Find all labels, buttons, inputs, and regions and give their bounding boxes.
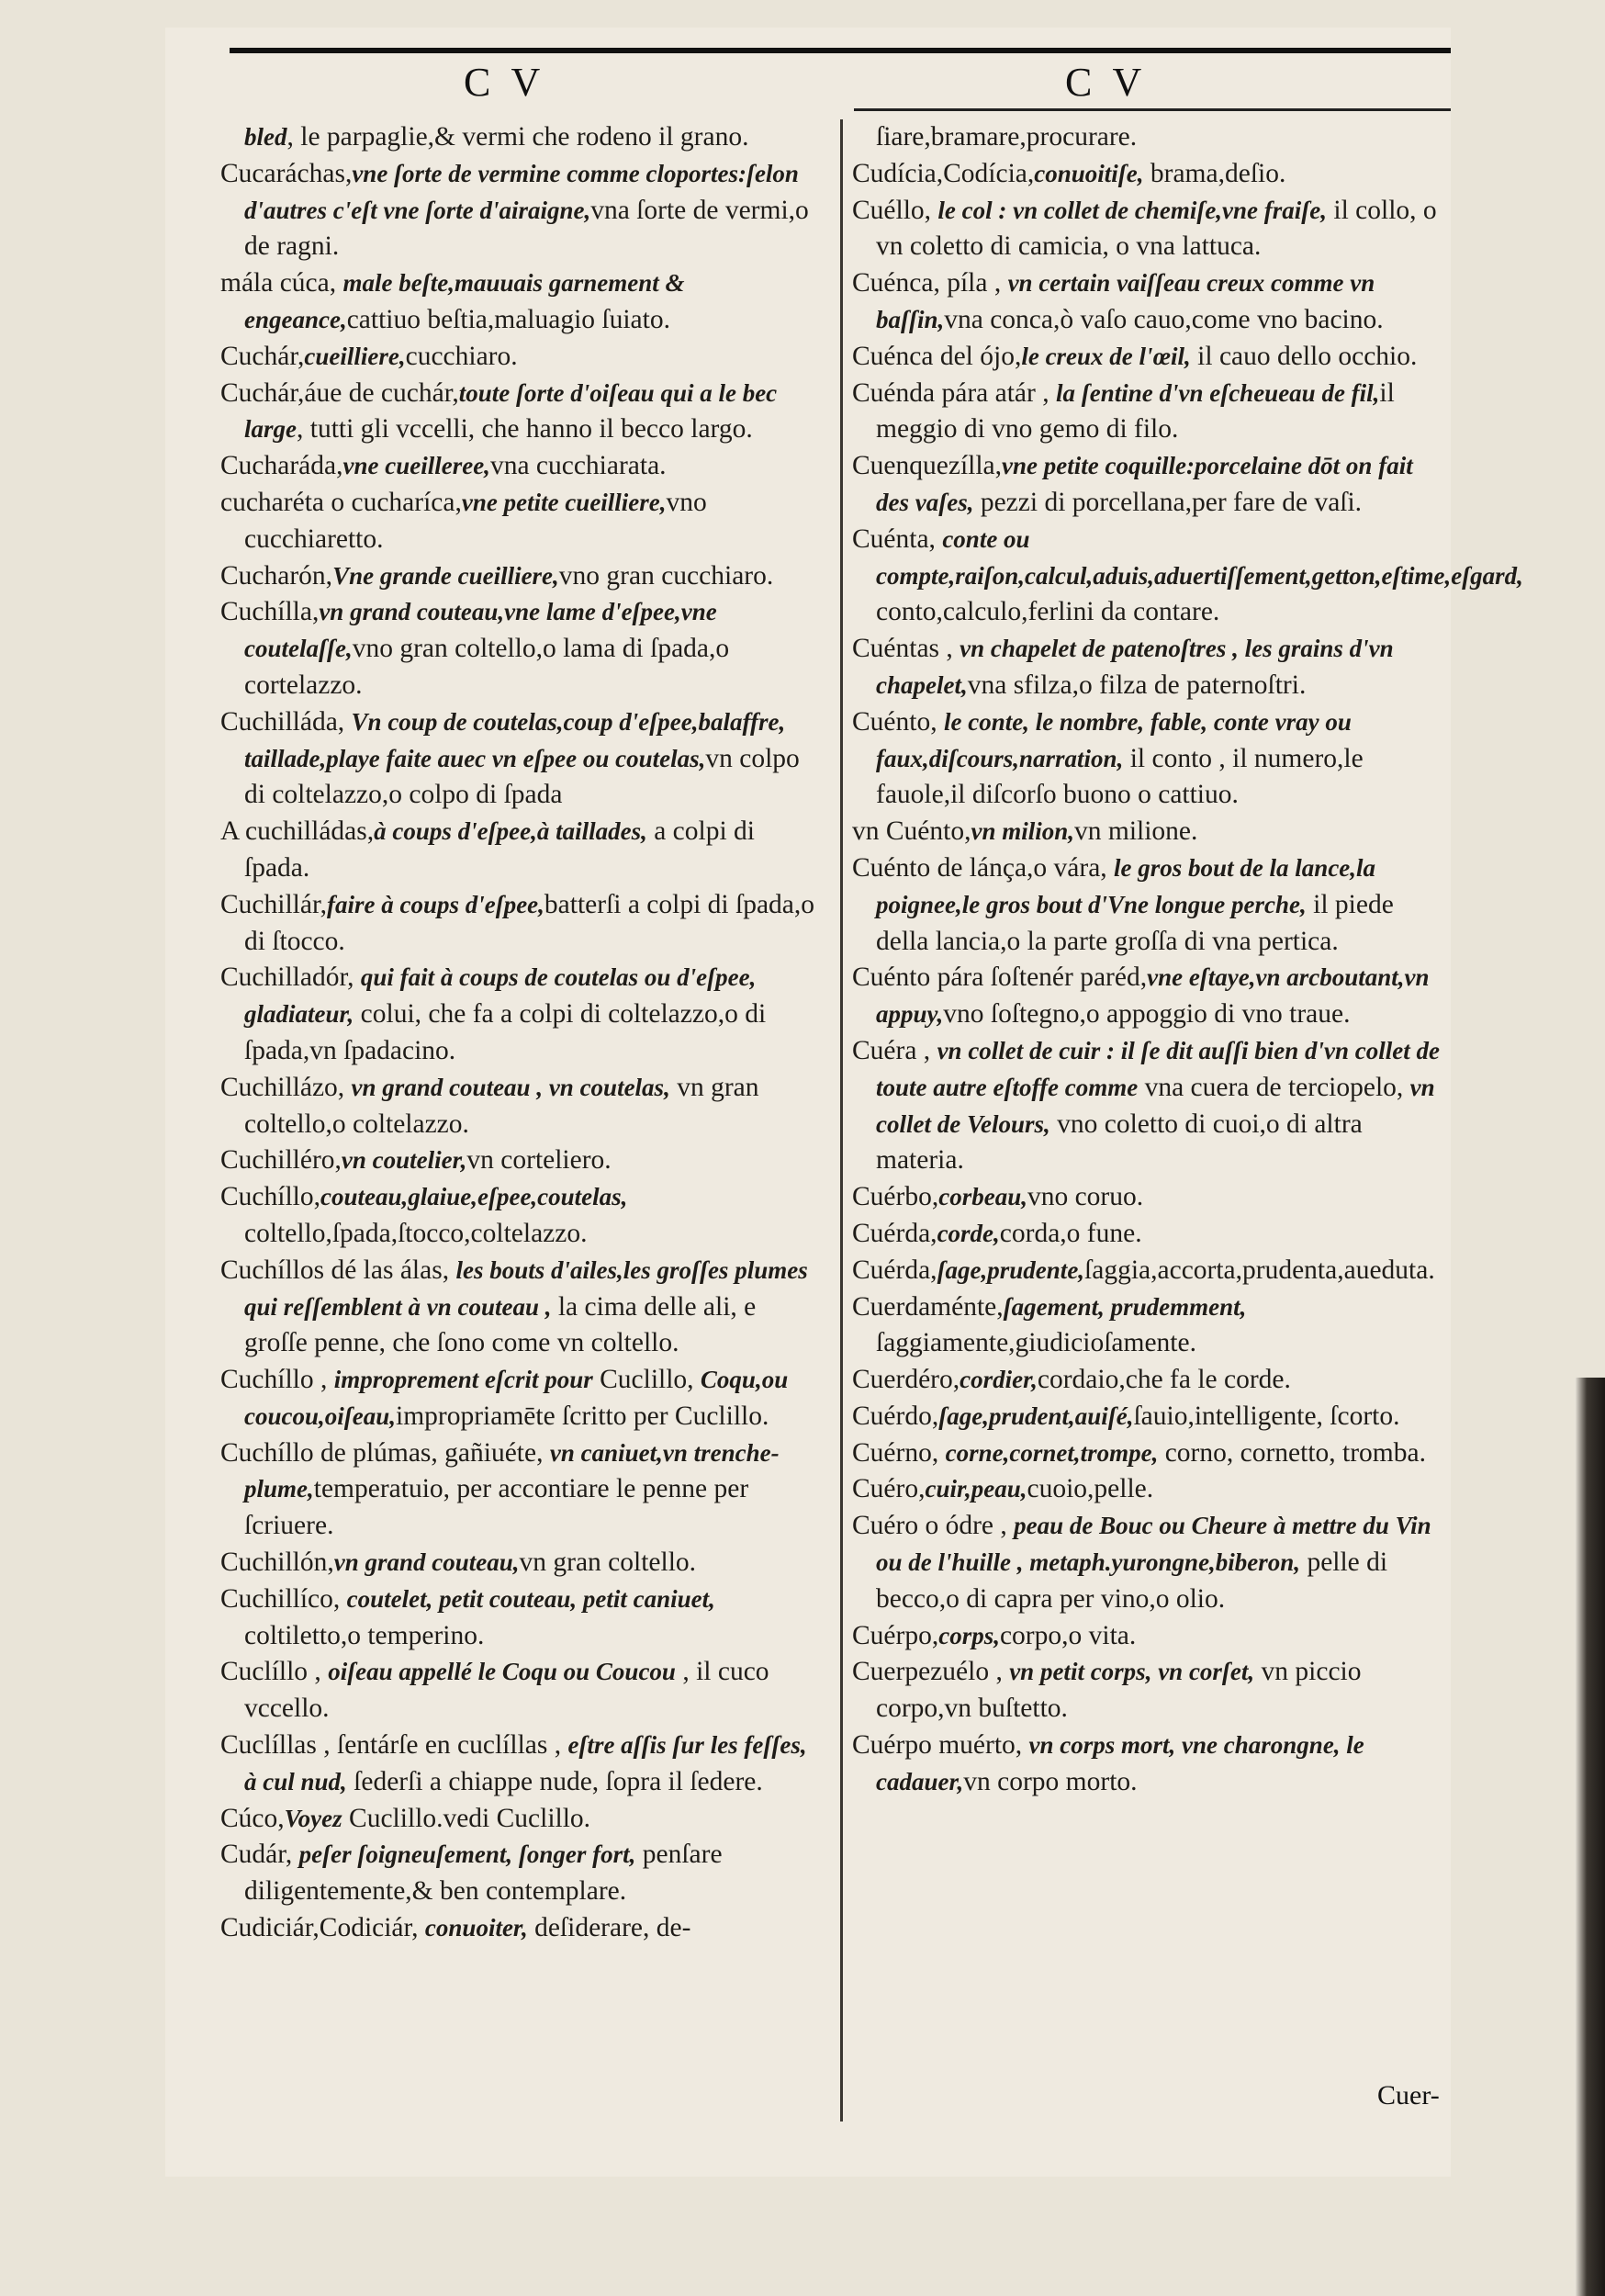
french-gloss: faire à coups d'eſpee, (326, 890, 544, 918)
entry-text: vna cuera de terciopelo, (1138, 1072, 1410, 1102)
entry-text: coltello,ſpada,ſtocco,coltelazzo. (244, 1218, 588, 1248)
dictionary-entry (220, 1362, 817, 1435)
dictionary-entry (852, 1435, 1449, 1472)
dictionary-entry (852, 193, 1449, 266)
entry-text: corpo,o vita. (999, 1620, 1137, 1650)
dictionary-entry (852, 1216, 1449, 1253)
dictionary-entry (852, 448, 1449, 522)
entry-text: Cuerpezuélo , (852, 1657, 1010, 1687)
dictionary-entry (852, 704, 1449, 814)
entry-text: vna sfilza,o filza de paternoſtri. (967, 670, 1307, 700)
french-gloss: vn coutelier, (341, 1146, 467, 1175)
dictionary-entry (220, 265, 817, 339)
entry-text: Cuérda, (852, 1255, 937, 1285)
french-gloss: vn grand couteau,vne lame d'eſpee,vne coutelaſſe, (244, 598, 717, 663)
header-rule (230, 48, 1451, 53)
entry-text: Cuenquezílla, (852, 451, 1003, 481)
entry-text: ſauio,intelligente, ſcorto. (1133, 1401, 1400, 1431)
entry-text: ſederſi a chiappe nude, ſopra il ſedere. (346, 1766, 763, 1796)
entry-text: vn colpo di coltelazzo,o colpo di ſpada (244, 743, 800, 810)
entry-text: Cuchillázo, (220, 1072, 352, 1102)
entry-text: Cuerdéro, (852, 1365, 960, 1395)
french-gloss: conuoiter, (424, 1914, 528, 1942)
dictionary-entry (220, 119, 817, 156)
entry-text: ſaggiamente,giudicioſamente. (876, 1328, 1196, 1358)
dictionary-entry (220, 1654, 817, 1728)
entry-text: vn milione. (1074, 816, 1198, 847)
dictionary-entry (220, 1070, 817, 1143)
entry-text: il cauo dello occhio. (1190, 341, 1418, 371)
french-gloss: vn certain vaiſſeau creux comme vn baſſin, (876, 269, 1375, 333)
entry-text: ſiare,bramare,procurare. (876, 122, 1138, 152)
french-gloss: coutelet, petit couteau, petit caniuet, (346, 1584, 715, 1613)
entry-text: pelle di becco,o di capra per vino,o olio. (876, 1548, 1388, 1614)
french-gloss: ſagement, prudemment, (1003, 1292, 1247, 1321)
french-gloss: vn collet de cuir : il ſe dit auſſi bien d'vn collet de toute autre eſtoffe comme (876, 1036, 1440, 1101)
french-gloss: vne ſorte de vermine comme cloportes:ſelon d'autres c'eſt vne ſorte d'airaigne, (244, 159, 799, 224)
dictionary-entry (220, 960, 817, 1069)
french-gloss: vn collet de Velours, (876, 1073, 1435, 1138)
french-gloss: vn corps mort, vne charongne, le cadauer, (876, 1731, 1364, 1795)
dictionary-entry (220, 594, 817, 703)
entry-text: la cima delle ali, e groſſe penne, che ſono come vn coltello. (244, 1291, 757, 1358)
entry-text: Cuénto pára ſoſtenér paréd, (852, 962, 1148, 993)
french-gloss: les bouts d'ailes,les groſſes plumes qui reſſemblent à vn couteau , (244, 1255, 808, 1321)
french-gloss: couteau,glaiue,eſpee,coutelas, (320, 1183, 628, 1211)
entry-text: Cuérpo, (852, 1620, 939, 1650)
dictionary-entry (220, 814, 817, 887)
entry-text: vna ſorte de vermi,o de ragni. (244, 195, 809, 262)
dictionary-entry (852, 1362, 1449, 1399)
entry-text: vno coletto di cuoi,o di altra materia. (876, 1109, 1363, 1176)
dictionary-entry (852, 814, 1449, 850)
dictionary-entry (852, 631, 1449, 704)
entry-text: mála cúca, (220, 268, 343, 298)
entry-text: Cuénto, (852, 706, 944, 737)
entry-text: , tutti gli vccelli, che hanno il becco largo. (297, 414, 753, 445)
dictionary-entry (220, 1545, 817, 1581)
entry-text: Cuérda, (852, 1218, 937, 1248)
dictionary-entry (220, 1581, 817, 1655)
french-gloss: male beſte,mauuais garnement & engeance, (244, 269, 685, 333)
entry-text: Cuénda pára atár , (852, 377, 1056, 408)
french-gloss: corbeau, (938, 1183, 1027, 1211)
entry-text: vn corteliero. (466, 1145, 612, 1176)
french-gloss: conte ou compte,raiſon,calcul,aduis,aduertiſſement,getton,eſtime,eſgard, (876, 524, 1523, 590)
page-edge-shadow (1575, 1378, 1605, 2296)
french-gloss: vn grand couteau, (333, 1548, 520, 1577)
french-gloss: vne eſtaye,vn arcboutant,vn appuy, (876, 963, 1430, 1029)
french-gloss: qui fait à coups de coutelas ou d'eſpee, gladiateur, (244, 963, 757, 1029)
french-gloss: le gros bout de la lance,la poignee,le gros bout d'Vne longue perche, (876, 853, 1376, 918)
entry-text: il piede della lancia,o la parte groſſa di vna pertica. (876, 889, 1394, 956)
french-gloss: vn caniuet,vn trenche-plume, (244, 1438, 780, 1503)
entry-text: Cuérbo, (852, 1182, 939, 1212)
dictionary-entry (852, 1618, 1449, 1655)
entry-text: vn gran coltello,o coltelazzo. (244, 1072, 759, 1139)
entry-text: cordaio,che fa le corde. (1037, 1365, 1291, 1395)
entry-text: Cuclíllas , ſentárſe en cuclíllas , (220, 1730, 568, 1761)
dictionary-entry (852, 265, 1449, 339)
french-gloss: ſage,prudente, (937, 1255, 1085, 1284)
french-gloss: vne cueilleree, (342, 452, 490, 480)
dictionary-entry (852, 119, 1449, 156)
french-gloss: peau de Bouc ou Cheure à mettre du Vin ou de l'huille , metaph.yurongne,biberon, (876, 1512, 1431, 1577)
entry-text: Cuéntas , (852, 634, 960, 664)
french-gloss: cuir,peau, (925, 1475, 1027, 1503)
entry-text: Cuchár, (220, 341, 305, 371)
entry-text: cuoio,pelle. (1027, 1474, 1154, 1504)
dictionary-entry (852, 1399, 1449, 1435)
entry-text: Cuénta, (852, 523, 943, 554)
dictionary-entry (220, 339, 817, 376)
entry-text: Cuchillár, (220, 889, 327, 919)
dictionary-entry (852, 156, 1449, 193)
entry-text: Cuéra , (852, 1035, 937, 1065)
french-gloss: Voyez (284, 1804, 342, 1832)
entry-text: Cuchíllos dé las álas, (220, 1255, 456, 1285)
french-gloss: Coqu,ou coucou,oiſeau, (244, 1366, 789, 1430)
entry-text: Cuénto de lánça,o vára, (852, 852, 1115, 883)
entry-text: colui, che fa a colpi di coltelazzo,o di ſpada,vn ſpadacino. (244, 999, 767, 1065)
dictionary-entry (852, 1253, 1449, 1289)
entry-text: a colpi di ſpada. (244, 816, 755, 883)
entry-text: Cucharón, (220, 560, 333, 591)
entry-text: vna cucchiarata. (489, 451, 667, 481)
entry-text: Cuchíllo, (220, 1182, 320, 1212)
french-gloss: oiſeau appellé le Coqu ou Coucou (328, 1658, 676, 1686)
dictionary-entry (220, 704, 817, 814)
entry-text: vno gran coltello,o lama di ſpada,o cortelazzo. (244, 634, 730, 700)
left-column (220, 119, 817, 1947)
dictionary-entry (220, 376, 817, 449)
entry-text: Cuchílla, (220, 597, 320, 627)
entry-text: , le parpaglie,& vermi che rodeno il grano. (286, 122, 749, 152)
french-gloss: toute ſorte d'oiſeau qui a le bec large (244, 378, 778, 444)
entry-text: vna conca,ò vaſo cauo,come vno bacino. (944, 304, 1384, 334)
header-rule-right (854, 108, 1451, 111)
entry-text: Cuénca del ójo, (852, 341, 1022, 371)
dictionary-entry (852, 1289, 1449, 1363)
entry-text: conto,calculo,ferlini da contare. (876, 597, 1220, 627)
entry-text: vn piccio corpo,vn buſtetto. (876, 1657, 1362, 1724)
right-column (852, 119, 1523, 1801)
dictionary-entry (852, 960, 1449, 1033)
entry-text: vno cucchiaretto. (244, 487, 707, 554)
entry-text: Cudícia,Codícia, (852, 158, 1035, 188)
dictionary-entry (220, 1728, 817, 1801)
entry-text: penſare diligentemente,& ben contemplare. (244, 1840, 723, 1907)
entry-text: Cuéllo, (852, 195, 938, 225)
dictionary-entry (220, 1179, 817, 1253)
french-gloss: vne petite coquille:porcelaine dōt on fait des vaſes, (876, 452, 1413, 516)
entry-text: il meggio di vno gemo di filo. (876, 377, 1395, 445)
dictionary-entry (852, 522, 1523, 631)
entry-text: Cudiciár,Codiciár, (220, 1913, 425, 1943)
dictionary-entry (220, 448, 817, 485)
french-gloss: la ſentine d'vn eſcheueau de fil, (1055, 378, 1380, 407)
french-gloss: vn chapelet de patenoſtres , les grains d'vn chapelet, (876, 635, 1394, 699)
french-gloss: le creux de l'œil, (1021, 342, 1191, 370)
entry-text: , il cuco vccello. (244, 1657, 769, 1724)
french-gloss: bled (244, 123, 287, 151)
entry-text: deſiderare, de- (527, 1913, 691, 1943)
entry-text: coltiletto,o temperino. (244, 1620, 485, 1650)
entry-text: Cuénca, píla , (852, 268, 1008, 298)
entry-text: corda,o fune. (999, 1218, 1142, 1248)
french-gloss: corne,cornet,trompe, (945, 1438, 1159, 1467)
entry-text: Cuchilladór, (220, 962, 361, 993)
dictionary-entry (220, 1253, 817, 1362)
dictionary-entry (852, 1508, 1449, 1617)
column-divider (840, 119, 843, 2122)
entry-text: il collo, o vn coletto di camicia, o vna lattuca. (876, 195, 1437, 262)
entry-text: ſaggia,accorta,prudenta,aueduta. (1084, 1255, 1435, 1285)
dictionary-entry (852, 1179, 1449, 1216)
french-gloss: cueilliere, (304, 342, 406, 370)
dictionary-entry (220, 1801, 817, 1838)
entry-text: corno, cornetto, tromba. (1158, 1437, 1426, 1468)
entry-text: Cúco, (220, 1803, 285, 1833)
entry-text: Cuéro, (852, 1474, 926, 1504)
entry-text: cucchiaro. (405, 341, 518, 371)
entry-text: Cuclillo, (592, 1365, 701, 1395)
entry-text: Cuchíllo , (220, 1365, 334, 1395)
french-gloss: vn grand couteau , vn coutelas, (351, 1073, 670, 1101)
running-head-right: C V (1065, 60, 1148, 105)
entry-text: Cuchillíco, (220, 1583, 347, 1614)
dictionary-entry (852, 376, 1449, 449)
dictionary-entry (220, 156, 817, 265)
french-gloss: conuoitiſe, (1034, 159, 1144, 187)
entry-text: temperatuio, per accontiare le penne per ſcriuere. (244, 1474, 749, 1541)
french-gloss: le col : vn collet de chemiſe,vne fraiſe, (937, 196, 1328, 224)
catchword: Cuer- (1377, 2080, 1440, 2110)
french-gloss: vne petite cueilliere, (461, 488, 667, 516)
entry-text: Cuchilláda, (220, 706, 352, 737)
entry-text: vn Cuénto, (852, 816, 971, 847)
french-gloss: vn milion, (971, 817, 1074, 846)
entry-text: Cuerdaménte, (852, 1291, 1004, 1322)
french-gloss: vn petit corps, vn corſet, (1009, 1658, 1255, 1686)
entry-text: vno coruo. (1027, 1182, 1144, 1212)
dictionary-entry (852, 1654, 1449, 1728)
entry-text: Cucaráchas, (220, 158, 353, 188)
french-gloss: improprement eſcrit pour (333, 1366, 593, 1394)
entry-text: pezzi di porcellana,per fare de vaſi. (973, 487, 1363, 517)
entry-text: Cucharáda, (220, 451, 343, 481)
french-gloss: peſer ſoigneuſement, ſonger fort, (298, 1840, 636, 1869)
entry-text: vno gran cucchiaro. (558, 560, 774, 591)
french-gloss: eſtre aſſis ſur les feſſes, à cul nud, (244, 1731, 807, 1795)
french-gloss: corde, (937, 1219, 1000, 1247)
french-gloss: Vn coup de coutelas,coup d'eſpee,balaffre, taillade,playe faite auec vn eſpee ou coutelas, (244, 707, 786, 772)
entry-text: Cuchár,áue de cuchár, (220, 377, 459, 408)
entry-text: vn corpo morto. (963, 1766, 1138, 1796)
entry-text: brama,deſio. (1143, 158, 1286, 188)
french-gloss: à coups d'eſpee,à taillades, (374, 817, 647, 846)
french-gloss: Vne grande cueilliere, (332, 561, 559, 590)
entry-text: Cuérdo, (852, 1401, 939, 1431)
entry-text: Cuchilléro, (220, 1145, 342, 1176)
entry-text: Cuclillo.vedi Cuclillo. (342, 1803, 591, 1833)
entry-text: A cuchilládas, (220, 816, 375, 847)
entry-text: Cuclíllo , (220, 1657, 329, 1687)
dictionary-entry (220, 485, 817, 558)
dictionary-entry (220, 558, 817, 595)
dictionary-entry (220, 1435, 817, 1545)
entry-text: Cuchillón, (220, 1548, 334, 1578)
entry-text: il conto , il numero,le fauole,il diſcorſo buono o cattiuo. (876, 743, 1364, 810)
dictionary-entry (220, 887, 817, 961)
dictionary-entry (220, 1837, 817, 1910)
entry-text: Cuérno, (852, 1437, 946, 1468)
entry-text: vn gran coltello. (519, 1548, 697, 1578)
dictionary-entry (852, 339, 1449, 376)
dictionary-entry (220, 1910, 817, 1947)
running-head-left: C V (464, 60, 546, 105)
entry-text: cattiuo beſtia,maluagio ſuiato. (346, 304, 670, 334)
dictionary-entry (852, 850, 1449, 960)
dictionary-entry (852, 1471, 1449, 1508)
french-gloss: le conte, le nombre, fable, conte vray ou faux,diſcours,narration, (876, 707, 1352, 772)
entry-text: Cuchíllo de plúmas, gañiuéte, (220, 1437, 550, 1468)
entry-text: vno ſoſtegno,o appoggio di vno traue. (943, 999, 1351, 1030)
dictionary-entry (220, 1142, 817, 1179)
french-gloss: ſage,prudent,auiſé, (938, 1401, 1134, 1430)
entry-text: Cuéro o ódre , (852, 1511, 1015, 1541)
entry-text: cucharéta o cucharíca, (220, 487, 462, 517)
french-gloss: cordier, (960, 1366, 1038, 1394)
entry-text: Cuérpo muérto, (852, 1730, 1029, 1761)
dictionary-entry (852, 1033, 1449, 1179)
dictionary-entry (852, 1728, 1449, 1801)
entry-text: Cudár, (220, 1840, 299, 1870)
entry-text: impropriamēte ſcritto per Cuclillo. (396, 1401, 769, 1431)
entry-text: batterſi a colpi di ſpada,o di ſtocco. (244, 889, 814, 956)
french-gloss: corps, (938, 1621, 1000, 1649)
